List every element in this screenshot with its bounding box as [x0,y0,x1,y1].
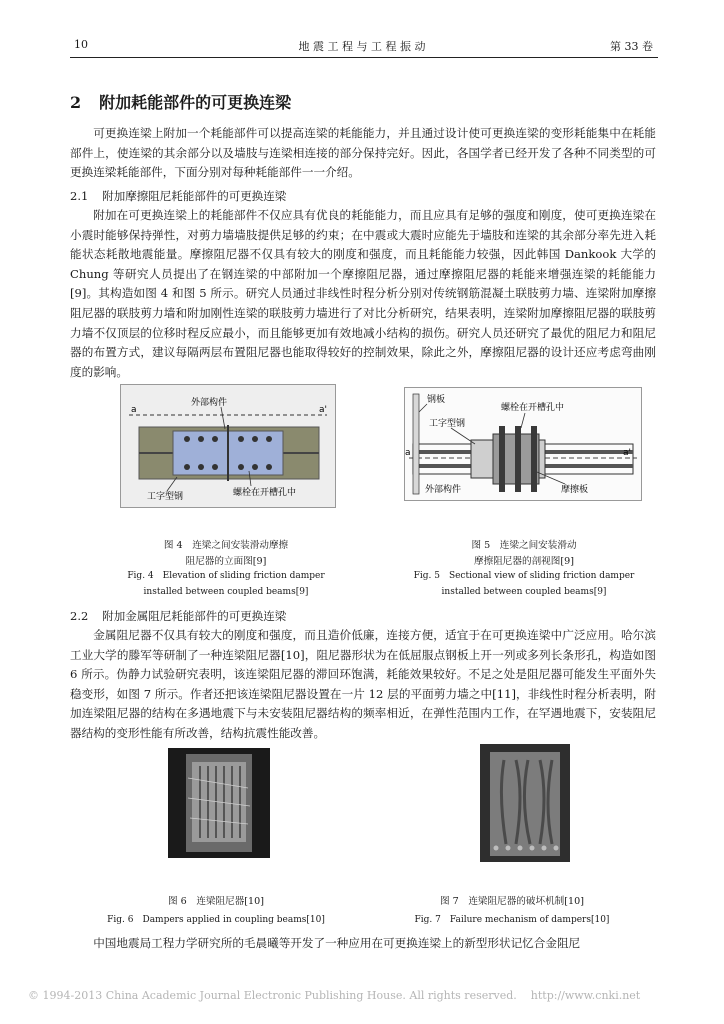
fig7-caption-cn: 图 7 连梁阻尼器的破坏机制[10] [440,896,584,907]
figure-7-photo [480,744,570,862]
page-number: 10 [74,38,88,51]
subsection-2-heading [70,608,286,624]
figure-6-caption [96,894,336,928]
fig5-a-right: a' [623,448,631,458]
figure-4-caption [76,538,376,600]
fig5-friction-label: 摩擦板 [561,485,589,495]
subsection-2-paragraph: 金属阻尼器不仅具有较大的刚度和强度，而且造价低廉，连接方便，适宜于在可更换连梁中广泛应用。哈尔滨工业大学的滕军等研制了一种连梁阻尼器[10]，阻尼器形状为在低屈服点钢板上开一列或多列长条形孔，构造如图 6 所示。伪静力试验研究表明，该连梁阻尼器的滞回环饱满，耗能效果较好。不足之处是阻尼器可能发生平面外失稳变形，如图 7 所示。作者还把该连梁阻尼器设置在一片 12 层的平面剪力墙之中[11]，非线性时程分析表明，附加连梁阻尼器的结构在多遇地震下与未安装阻尼器结构的频率相近，在弹性范围内工作，在罕遇地震下，安装阻尼器结构的变形性能有所改善，结构抗震性能改善。 [70,628,656,740]
fig5-caption-cn-1: 图 5 连梁之间安装滑动 [471,540,577,551]
subsection-2-body [70,626,656,744]
fig4-caption-en-2: installed between coupled beams[9] [143,586,309,597]
fig5-bolt-group [499,426,537,492]
journal-title: 地 震 工 程 与 工 程 振 动 [298,40,426,53]
fig5-steel-plate-label: 钢板 [427,395,446,405]
fig5-caption-en-2: installed between coupled beams[9] [441,586,607,597]
continuation-paragraph [70,934,656,954]
fig4-external-label: 外部构件 [191,398,228,408]
fig4-caption-en-1: Fig. 4 Elevation of sliding friction damper [127,571,325,582]
subsection-2-number: 2.2 [70,609,89,623]
figure-4-drawing [121,385,335,507]
section-number: 2 [70,93,82,112]
continuation-text: 中国地震局工程力学研究所的毛晨曦等开发了一种应用在可更换连梁上的新型形状记忆合金阻尼 [93,936,581,950]
fig5-ibeam-label: 工字型钢 [429,419,466,429]
figure-7-caption [402,894,622,928]
figure-5-drawing [405,388,641,500]
fig6-caption-cn: 图 6 连梁阻尼器[10] [167,896,264,907]
header-rule [70,57,658,58]
figure-5-caption [384,538,664,600]
subsection-1-heading [70,188,286,204]
fig7-caption-en: Fig. 7 Failure mechanism of dampers[10] [414,914,610,925]
subsection-1-body [70,206,656,382]
fig4-a-left: a [131,405,137,415]
section-intro [70,124,656,183]
section-title: 附加耗能部件的可更换连梁 [99,93,292,112]
fig4-caption-cn-1: 图 4 连梁之间安装滑动摩擦 [163,540,289,551]
figure-7-drawing [480,744,570,862]
fig6-caption-en: Fig. 6 Dampers applied in coupling beams[10] [107,914,325,925]
subsection-1-paragraph: 附加在可更换连梁上的耗能部件不仅应具有优良的耗能能力，而且应具有足够的强度和刚度，使可更换连梁在小震时能够保持弹性，对剪力墙墙肢提供足够的约束；在中震或大震时应能先于墙肢和连梁的其余部分率先进入耗能状态耗散地震能量。摩擦阻尼器不仅具有较大的刚度和强度，而且耗能能力较强，因此韩国 Dankook 大学的 Chung 等研究人员提出了在钢连梁的中部附加一个摩擦阻尼器，通过摩擦阻尼器的耗能来增强连梁的耗能能力[9]。其构造如图 4 和图 5 所示。研究人员通过非线性时程分析分别对传统钢筋混凝土联肢剪力墙、连梁附加摩擦阻尼器的联肢剪力墙和附加刚性连梁的联肢剪力墙进行了对比分析研究，结果表明，连梁附加摩擦阻尼器的联肢剪力墙不仅顶层的位移时程反应最小，而且能够更加有效地减小结构的损伤。研究人员还研究了最优的阻尼力和阻尼器的布置方式，建议每隔两层布置阻尼器也能取得较好的控制效果，除此之外，摩擦阻尼器的设计还应考虑弯曲刚度的影响。 [70,208,656,379]
fig4-caption-cn-2: 阻尼器的立面图[9] [185,555,267,567]
subsection-1-title: 附加摩擦阻尼耗能部件的可更换连梁 [102,189,287,203]
subsection-1-number: 2.1 [70,189,89,203]
footer-copyright: © 1994-2013 China Academic Journal Electronic Publishing House. All rights reserved. [28,989,517,1002]
footer-url[interactable]: http://www.cnki.net [530,989,641,1002]
figure-6-photo [168,748,270,858]
fig4-a-right: a' [319,405,327,415]
intro-paragraph: 可更换连梁上附加一个耗能部件可以提高连梁的耗能能力，并且通过设计使可更换连梁的变形耗能集中在耗能部件上，使连梁的其余部分以及墙肢与连梁相连接的部分保持完好。因此，各国学者已经开发了各种不同类型的可更换连梁耗能部件，下面分别对每种耗能部件一一介绍。 [70,126,656,180]
fig5-caption-en-1: Fig. 5 Sectional view of sliding friction damper [413,571,635,582]
fig5-bolt-label: 螺栓在开槽孔中 [501,403,565,413]
figure-6-drawing [168,748,270,858]
section-heading [70,90,291,113]
fig4-bolt-label: 螺栓在开槽孔中 [233,488,297,498]
volume-label: 第 33 卷 [610,40,653,53]
fig5-external-label: 外部构件 [425,485,462,495]
copyright-footer [28,989,640,1002]
fig5-a-left: a [405,448,411,458]
fig5-caption-cn-2: 摩擦阻尼器的剖视图[9] [474,555,574,567]
subsection-2-title: 附加金属阻尼耗能部件的可更换连梁 [102,609,287,623]
fig4-ibeam-label: 工字型钢 [147,492,184,502]
figure-5-image [404,387,642,501]
figure-4-image [120,384,336,508]
